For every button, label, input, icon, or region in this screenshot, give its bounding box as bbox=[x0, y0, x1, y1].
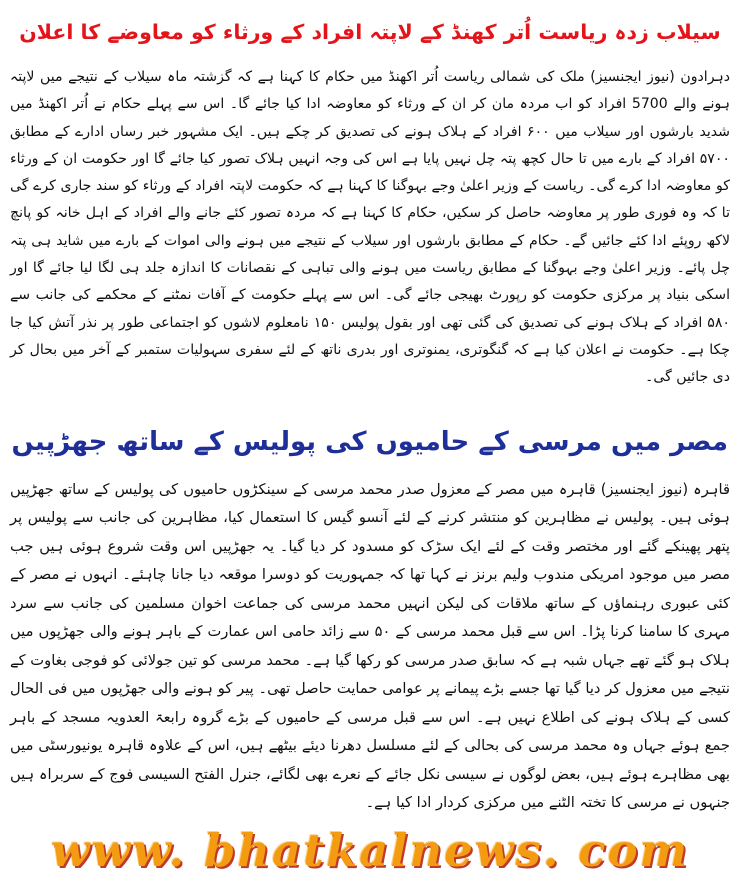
website-watermark: www. bhatkalnews. com bbox=[50, 824, 690, 877]
article-2-headline: مصر میں مرسی کے حامیوں کی پولیس کے ساتھ جھڑپیں bbox=[11, 427, 728, 457]
article-1-headline: سیلاب زدہ ریاست اُتر کھنڈ کے لاپتہ افراد کے ورثاء کو معاوضے کا اعلان bbox=[19, 20, 721, 44]
article-1-body: دہرادون (نیوز ایجنسیز) ملک کی شمالی ریاست اُتر اکھنڈ میں حکام کا کہنا ہے کہ گزشتہ ماہ سیلاب کے نتیجے میں لاپتہ ہونے والے 5700 افراد کو اب مردہ مان کر ان کے ورثاء کو معاوضہ ادا کیا جائے گا۔ اس سے پہلے حکام نے اُتر اکھنڈ میں شدید بارشوں اور سیلاب میں ۶۰۰ افراد کے ہلاک ہونے کی تصدیق کر چکے ہیں۔ ایک مشہور خبر رساں ادارے کے مطابق ۵۷۰۰ افراد کے بارے میں تا حال کچھ پتہ چل نہیں پایا ہے اس کی وجہ انہیں ہلاک تصور کیا جائے گا اور حکومت ان کے ورثاء کو معاوضہ ادا کرے گی۔ ریاست کے وزیر اعلیٰ وجے بہوگنا کا کہنا ہے کہ حکومت لاپتہ افراد کے ورثاء کو سند جاری کرے گی تا کہ وہ فوری طور پر معاوضہ حاصل کر سکیں، حکام کا کہنا ہے کہ مردہ تصور کئے جانے والے افراد کے اہل خانہ کو پانچ لاکھ روپئے ادا کئے جائیں گے۔ حکام کے مطابق بارشوں اور سیلاب کے نتیجے میں ہونے والی اموات کے بارے میں شاید ہی پتہ چل پائے۔ وزیر اعلیٰ وجے بہوگنا کے مطابق ریاست میں ہونے والی تباہی کے نقصانات کا اندازہ جلد ہی لگا لیا جائے گا اور اسکی بنیاد پر مرکزی حکومت کو رپورٹ بھیجی جائے گی۔ اس سے پہلے حکومت کے آفات نمٹنے کے محکمے کی جانب سے ۵۸۰ افراد کے ہلاک ہونے کی تصدیق کی گئی تھی اور بقول پولیس ۱۵۰ نامعلوم لاشوں کو اجتماعی طور پر نذر آتش کیا جا چکا ہے۔ حکومت نے اعلان کیا ہے کہ گنگوتری، یمنوتری اور بدری ناتھ کے لئے سفری سہولیات ستمبر کے آخر میں بحال کر دی جائیں گی۔ bbox=[10, 69, 730, 386]
article-2-body: قاہرہ (نیوز ایجنسیز) قاہرہ میں مصر کے معزول صدر محمد مرسی کے سینکڑوں حامیوں کی پولیس کے ساتھ جھڑپیں ہوئی ہیں۔ پولیس نے مظاہرین کو منتشر کرنے کے لئے آنسو گیس کا استعمال کیا، مظاہرین کی جانب سے پولیس پر پتھر پھینکے گئے اور مختصر وقت کے لئے ایک سڑک کو مسدود کر دیا گیا۔ یہ جھڑپیں اس وقت شروع ہوئی ہیں جب مصر میں موجود امریکی مندوب ولیم برنز نے کہا تھا کہ جمہوریت کو دوسرا موقعہ دیا جانا چاہئے۔ انہوں نے مصر کے کئی عبوری رہنماؤں کے ساتھ ملاقات کی لیکن انہیں محمد مرسی کی جماعت اخوان مسلمین کی جانب سے سرد مہری کا سامنا کرنا پڑا۔ اس سے قبل محمد مرسی کے ۵۰ سے زائد حامی اس عمارت کے باہر ہونے والی جھڑپوں میں ہلاک ہو گئے تھے جہاں شبہ ہے کہ سابق صدر مرسی کو رکھا گیا ہے۔ محمد مرسی کو تین جولائی کو فوجی بغاوت کے نتیجے میں معزول کر دیا گیا تھا جسے بڑے پیمانے پر عوامی حمایت حاصل تھی۔ پیر کو ہونے والی جھڑپوں میں فی الحال کسی کے ہلاک ہونے کی اطلاع نہیں ہے۔ اس سے قبل مرسی کے حامیوں کے بڑے گروہ رابعۃ العدویہ مسجد کے باہر جمع ہوئے جہاں وہ محمد مرسی کی بحالی کے لئے مسلسل دھرنا دیئے بیٹھے ہیں، اس کے علاوہ قاہرہ یونیورسٹی میں بھی مظاہرے ہوئے ہیں، بعض لوگوں نے سیسی نکل جائے کے نعرے بھی لگائے، جنرل الفتح السیسی فوج کے سربراہ ہیں جنہوں نے مرسی کا تختہ الٹنے میں مرکزی کردار ادا کیا ہے۔ bbox=[10, 481, 731, 811]
